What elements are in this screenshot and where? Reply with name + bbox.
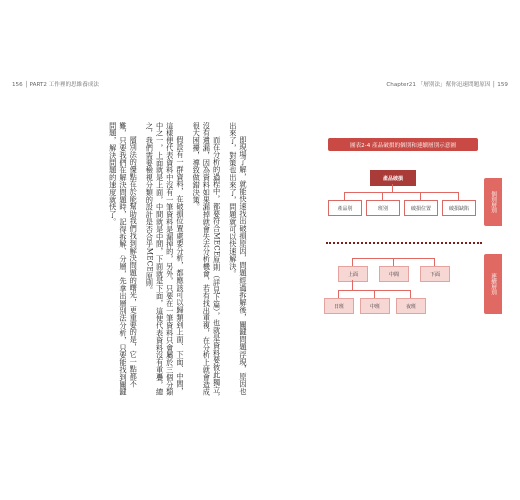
continuous-stratification-tag: 連續層別 [484,254,502,314]
connector [344,192,345,200]
level2-node: 中間 [379,266,409,282]
body-paragraph: 層別法的優點在於能幫助我們找到解決問題的曙光，更重要的是，它一點都不難，只要我們在解決問題時，記得拆解、分層，先拿出層別法分析，只要能找到關鍵問題，解決問題的速度就快了。 [108,122,139,396]
left-page-header: 156 │ PART2 工作裡的思維養成法 [12,82,100,88]
left-page-body [32,122,248,402]
connector [410,290,411,298]
individual-stratification-tag: 個別層別 [484,178,502,226]
level3-node: 日班 [324,298,354,314]
connector [352,280,353,290]
left-page [12,80,256,440]
body-paragraph: 而在分析的過程中，都要符合MECE原則（詳見下篇），也就是資料要彼此獨立，沒有遺漏，因為資料如果漏掉就會失去分析機會，若有找出重複，在分析上就會造成很大困擾，導致做錯決策。 [192,122,222,402]
level1-node: 破損位置 [404,200,438,216]
connector [434,258,435,266]
section-divider [326,242,482,244]
connector [352,258,353,266]
stratification-figure [316,134,502,372]
connector [344,192,458,193]
level1-node: 班別 [366,200,400,216]
level3-node: 夜班 [396,298,426,314]
connector [382,192,383,200]
connector [393,258,394,266]
level3-node: 中班 [360,298,390,314]
connector [420,192,421,200]
connector [374,290,375,298]
body-paragraph: 即現場了解，就能快速找出破損原因，問題經過拆解後，關鍵問題浮現，原因也出來了，對策也出來了，問題就可以快速解決。 [228,122,248,396]
level1-node: 破損缺陷 [442,200,476,216]
connector [458,192,459,200]
level1-node: 產品別 [328,200,362,216]
level2-node: 下面 [420,266,450,282]
right-page-header: Chapter21 「層別法」幫你迅速問題原因 │ 159 [386,82,508,88]
connector [338,290,339,298]
body-paragraph: 假設有一群資料，在破損位置處要分析，都應該可以歸類到上面、下面、中間，這樣便代表資料中沒有一筆資料是漏掉的，另外，只要在一筆資料只會屬於三個分類中之一，上面就是上面，中間就是中間，下面就是下面，這便代表資料沒有重疊，總之，我們需要檢視分類的設計是否合乎MECE原則。 [145,122,185,396]
level2-node: 上面 [338,266,368,282]
figure-title: 圖表2-4 產品破損的個別和連續層別示意圖 [328,138,478,151]
root-node: 產品破損 [370,170,416,186]
right-page [266,80,508,440]
connector [392,184,393,192]
